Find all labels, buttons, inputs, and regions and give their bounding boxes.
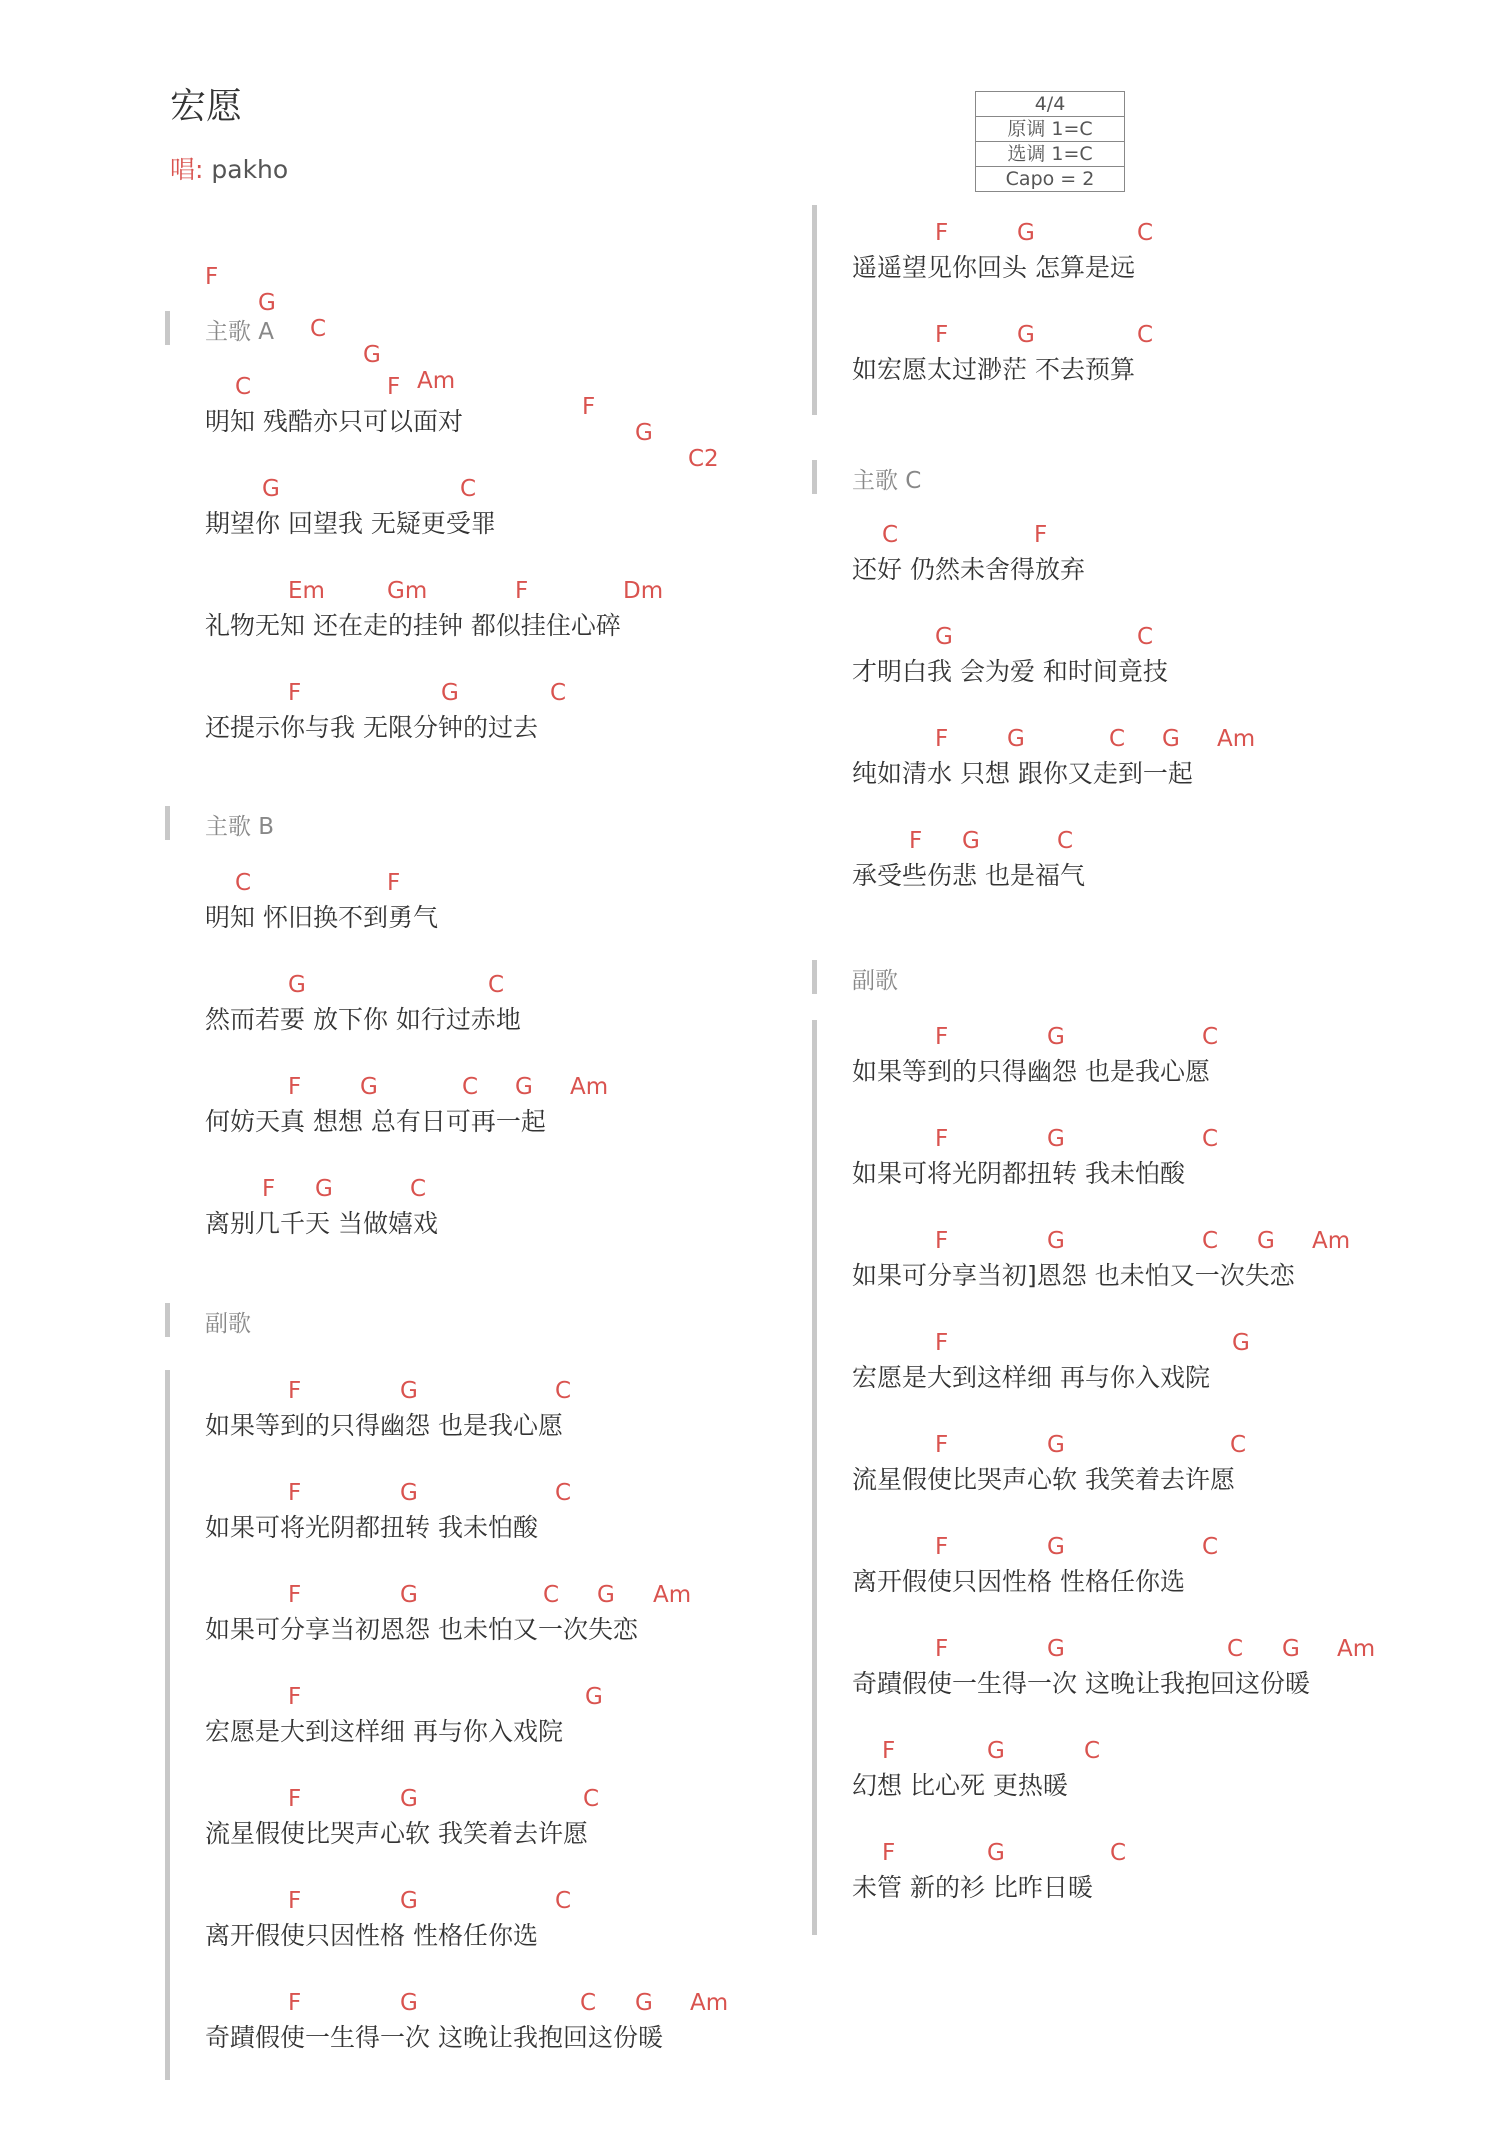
lyric-text: 如果等到的只得幽怨 也是我心愿: [852, 1057, 1210, 1086]
lyric-text: 期望你 回望我 无疑更受罪: [205, 509, 496, 538]
lyric-text: 宏愿是大到这样细 再与你入戏院: [205, 1717, 563, 1746]
lyric-text: 纯如清水 只想 跟你又走到一起: [852, 759, 1193, 788]
chord: F: [882, 1738, 896, 1764]
time-signature: 4/4: [976, 92, 1124, 117]
chord: C: [1230, 1432, 1247, 1458]
chord: G: [262, 476, 280, 502]
chord: G: [635, 1990, 653, 2016]
chord: C: [1202, 1228, 1219, 1254]
chord: C: [580, 1990, 597, 2016]
chord: F: [288, 1582, 302, 1608]
capo: Capo = 2: [1005, 168, 1095, 190]
chord: F: [288, 1888, 302, 1914]
chord: F: [288, 680, 302, 706]
chord: C: [882, 522, 899, 548]
chord: G: [1007, 726, 1025, 752]
chord: F: [288, 1786, 302, 1812]
chord: F: [262, 1176, 276, 1202]
original-key: 原调 1=C: [976, 117, 1124, 142]
chord: C: [235, 870, 252, 896]
lyric-text: 如果等到的只得幽怨 也是我心愿: [205, 1411, 563, 1440]
lyric-text: 如果可将光阴都扭转 我未怕酸: [205, 1513, 538, 1542]
chord: Am: [1337, 1636, 1376, 1662]
intro-chord: G: [258, 290, 276, 316]
chord: C: [555, 1480, 572, 1506]
chord: G: [987, 1738, 1005, 1764]
chord: G: [400, 1786, 418, 1812]
chord: Am: [570, 1074, 609, 1100]
chord: C: [1109, 726, 1126, 752]
intro-chord: C2: [688, 446, 719, 472]
chord: F: [935, 220, 949, 246]
chord: F: [935, 726, 949, 752]
chord: Em: [288, 578, 325, 604]
lyric-text: 幻想 比心死 更热暖: [852, 1771, 1068, 1800]
chord: Am: [1312, 1228, 1351, 1254]
chord: C: [1137, 322, 1154, 348]
chord: F: [935, 322, 949, 348]
chord: F: [935, 1534, 949, 1560]
chord: C: [1057, 828, 1074, 854]
chord: C: [235, 374, 252, 400]
chord: F: [387, 870, 401, 896]
chord: F: [909, 828, 923, 854]
lyric-text: 离开假使只因性格 性格任你选: [852, 1567, 1185, 1596]
chord: F: [935, 1432, 949, 1458]
lyric-text: 遥遥望见你回头 怎算是远: [852, 253, 1135, 282]
lyric-text: 承受些伤悲 也是福气: [852, 861, 1085, 890]
lyric-text: 礼物无知 还在走的挂钟 都似挂住心碎: [205, 611, 621, 640]
lyric-text: 如果可分享当初]恩怨 也未怕又一次失恋: [852, 1261, 1295, 1290]
chord: F: [1034, 522, 1048, 548]
chord: G: [315, 1176, 333, 1202]
lyric-text: 奇蹟假使一生得一次 这晚让我抱回这份暖: [852, 1669, 1310, 1698]
chord: C: [555, 1378, 572, 1404]
chord: Dm: [623, 578, 664, 604]
selected-key: 选调 1=C: [976, 142, 1124, 167]
lyric-text: 未管 新的衫 比昨日暖: [852, 1873, 1093, 1902]
chord: G: [597, 1582, 615, 1608]
chord: C: [1110, 1840, 1127, 1866]
chord: F: [288, 1684, 302, 1710]
chord: G: [987, 1840, 1005, 1866]
singer-label: 唱:: [170, 155, 204, 184]
chord: G: [1282, 1636, 1300, 1662]
intro-chord: Am: [417, 368, 456, 394]
intro-chord: G: [363, 342, 381, 368]
chord: G: [1047, 1432, 1065, 1458]
chord: G: [1047, 1636, 1065, 1662]
chord: G: [1047, 1024, 1065, 1050]
intro-chord: C: [310, 316, 327, 342]
lyric-text: 奇蹟假使一生得一次 这晚让我抱回这份暖: [205, 2023, 663, 2052]
chord: G: [400, 1990, 418, 2016]
chord: Am: [653, 1582, 692, 1608]
chord: G: [1047, 1228, 1065, 1254]
lyric-text: 如果可将光阴都扭转 我未怕酸: [852, 1159, 1185, 1188]
chord: G: [585, 1684, 603, 1710]
section-verse-b: 主歌 B: [205, 808, 274, 841]
chord: G: [1017, 322, 1035, 348]
lyric-text: 如宏愿太过渺茫 不去预算: [852, 355, 1135, 384]
chord: G: [400, 1582, 418, 1608]
chord: C: [1084, 1738, 1101, 1764]
chord: G: [1047, 1534, 1065, 1560]
chord: G: [288, 972, 306, 998]
section-chorus: 副歌: [852, 962, 898, 995]
chord: F: [387, 374, 401, 400]
lyric-text: 何妨天真 想想 总有日可再一起: [205, 1107, 546, 1136]
chord: C: [543, 1582, 560, 1608]
chord: G: [1047, 1126, 1065, 1152]
chord: F: [935, 1126, 949, 1152]
intro-chord: F: [582, 394, 596, 420]
chord: G: [1257, 1228, 1275, 1254]
chord: G: [1017, 220, 1035, 246]
chorus-bar: [165, 1370, 170, 2080]
key-info-box: [975, 91, 1125, 192]
chord: G: [935, 624, 953, 650]
intro-chord: G: [635, 420, 653, 446]
chord: G: [360, 1074, 378, 1100]
section-chorus: 副歌: [205, 1305, 251, 1338]
lyric-text: 离开假使只因性格 性格任你选: [205, 1921, 538, 1950]
lyric-text: 如果可分享当初恩怨 也未怕又一次失恋: [205, 1615, 638, 1644]
chord: F: [935, 1228, 949, 1254]
lyric-text: 明知 残酷亦只可以面对: [205, 407, 463, 436]
chord: G: [400, 1480, 418, 1506]
chord: F: [288, 1378, 302, 1404]
chord: F: [935, 1024, 949, 1050]
chord: C: [488, 972, 505, 998]
chord: G: [1162, 726, 1180, 752]
lyric-text: 宏愿是大到这样细 再与你入戏院: [852, 1363, 1210, 1392]
lyric-text: 明知 怀旧换不到勇气: [205, 903, 438, 932]
chord: Am: [690, 1990, 729, 2016]
lyric-text: 还好 仍然未舍得放弃: [852, 555, 1085, 584]
chord: F: [515, 578, 529, 604]
song-title: 宏愿: [170, 86, 243, 127]
chord: F: [288, 1480, 302, 1506]
chord: C: [1202, 1126, 1219, 1152]
chord: C: [462, 1074, 479, 1100]
chord: C: [460, 476, 477, 502]
chord: C: [1227, 1636, 1244, 1662]
chord: C: [550, 680, 567, 706]
chord: F: [288, 1990, 302, 2016]
lyric-text: 然而若要 放下你 如行过赤地: [205, 1005, 521, 1034]
singer-line: [170, 150, 288, 186]
chord: C: [583, 1786, 600, 1812]
lyric-text: 才明白我 会为爱 和时间竟技: [852, 657, 1168, 686]
chord: F: [882, 1840, 896, 1866]
chord: G: [1232, 1330, 1250, 1356]
chord: F: [288, 1074, 302, 1100]
chorus-bar: [812, 1020, 817, 1935]
lyric-text: 流星假使比哭声心软 我笑着去许愿: [852, 1465, 1235, 1494]
chord: G: [400, 1888, 418, 1914]
chord: G: [441, 680, 459, 706]
chord: C: [410, 1176, 427, 1202]
chord: F: [935, 1330, 949, 1356]
chord: C: [555, 1888, 572, 1914]
chord: Am: [1217, 726, 1256, 752]
lyric-text: 流星假使比哭声心软 我笑着去许愿: [205, 1819, 588, 1848]
lyric-text: 还提示你与我 无限分钟的过去: [205, 713, 538, 742]
chord: C: [1137, 220, 1154, 246]
section-verse-c: 主歌 C: [852, 462, 921, 495]
chord: C: [1137, 624, 1154, 650]
chord: G: [515, 1074, 533, 1100]
lyric-text: 离别几千天 当做嬉戏: [205, 1209, 438, 1238]
chord: C: [1202, 1024, 1219, 1050]
chord: G: [400, 1378, 418, 1404]
prechorus-bar: [812, 205, 817, 415]
chord: G: [962, 828, 980, 854]
singer-name: pakho: [211, 155, 289, 184]
chord: Gm: [387, 578, 428, 604]
intro-chord: F: [205, 264, 219, 290]
section-verse-a: 主歌 A: [205, 313, 274, 346]
chord: C: [1202, 1534, 1219, 1560]
chord: F: [935, 1636, 949, 1662]
